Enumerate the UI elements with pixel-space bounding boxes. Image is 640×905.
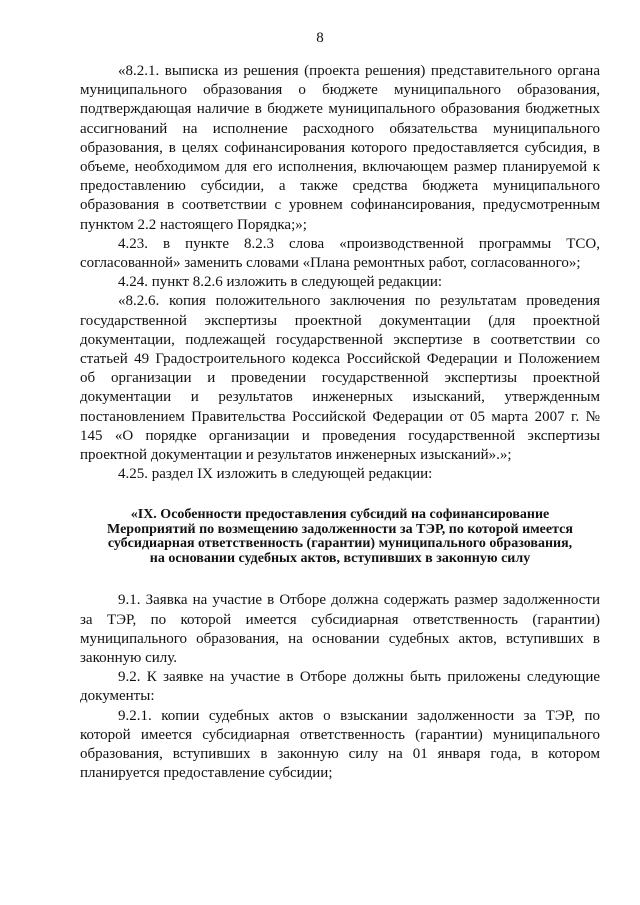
section-heading-line: на основании судебных актов, вступивших в законную силу (149, 550, 531, 566)
paragraph-9-2: 9.2. К заявке на участие в Отборе должны быть приложены следующие документы: (80, 669, 600, 705)
section-heading-line: субсидиарная ответственность (гарантии) муниципального образования, (107, 536, 573, 552)
document-body (80, 62, 600, 784)
paragraph-4-25: 4.25. раздел IX изложить в следующей редакции: (118, 466, 433, 483)
paragraph-4-23: 4.23. в пункте 8.2.3 слова «производственной программы ТСО, согласованной» заменить словами «Плана ремонтных работ, согласованного»; (80, 235, 600, 272)
paragraph-9-1: 9.1. Заявка на участие в Отборе должна содержать размер задолженности за ТЭР, по которой имеется субсидиарная ответственность (гарантии) муниципального образования, на основании судебных актов, вступивших в законную силу. (80, 592, 600, 667)
paragraph-8-2-6: «8.2.6. копия положительного заключения по результатам проведения государственной экспертизы проектной документации (для проектной документации, подлежащей государственной экспертизе в соответствии со статьей 49 Градостроительного кодекса Российской Федерации и Положением об организации и проведении государственной экспертизы проектной документации и результатов инженерных изысканий, утвержденным постановлением Правительства Российской Федерации от 05 марта 2007 г. № 145 «О порядке организации и проведения государственной экспертизы проектной документации и результатов инженерных изысканий».»; (80, 293, 600, 464)
paragraph-4-24: 4.24. пункт 8.2.6 изложить в следующей редакции: (118, 274, 443, 291)
section-heading-line: «IX. Особенности предоставления субсидий на софинансирование (130, 507, 550, 523)
section-heading (80, 508, 600, 566)
paragraph-9-2-1: 9.2.1. копии судебных актов о взыскании задолженности за ТЭР, по которой имеется субсидиарная ответственность (гарантии) муниципального образования, вступивших в законную силу на 01 января года, в котором планируется предоставление субсидии; (80, 707, 600, 782)
paragraph-8-2-1: «8.2.1. выписка из решения (проекта решения) представительного органа муниципального образования о бюджете муниципального образования, подтверждающая наличие в бюджете муниципального образования бюджетных ассигнований на исполнение расходного обязательства муниципального образования, в целях софинансирования которого предоставляется субсидия, в объеме, необходимом для его исполнения, включающем размер планируемой к предоставлению субсидии, а также средства бюджета муниципального образования в соответствии с уровнем софинансирования, предусмотренным пунктом 2.2 настоящего Порядка;»; (80, 63, 600, 233)
page-number: 8 (316, 30, 324, 46)
section-heading-line: Мероприятий по возмещению задолженности за ТЭР, по которой имеется (107, 521, 573, 537)
